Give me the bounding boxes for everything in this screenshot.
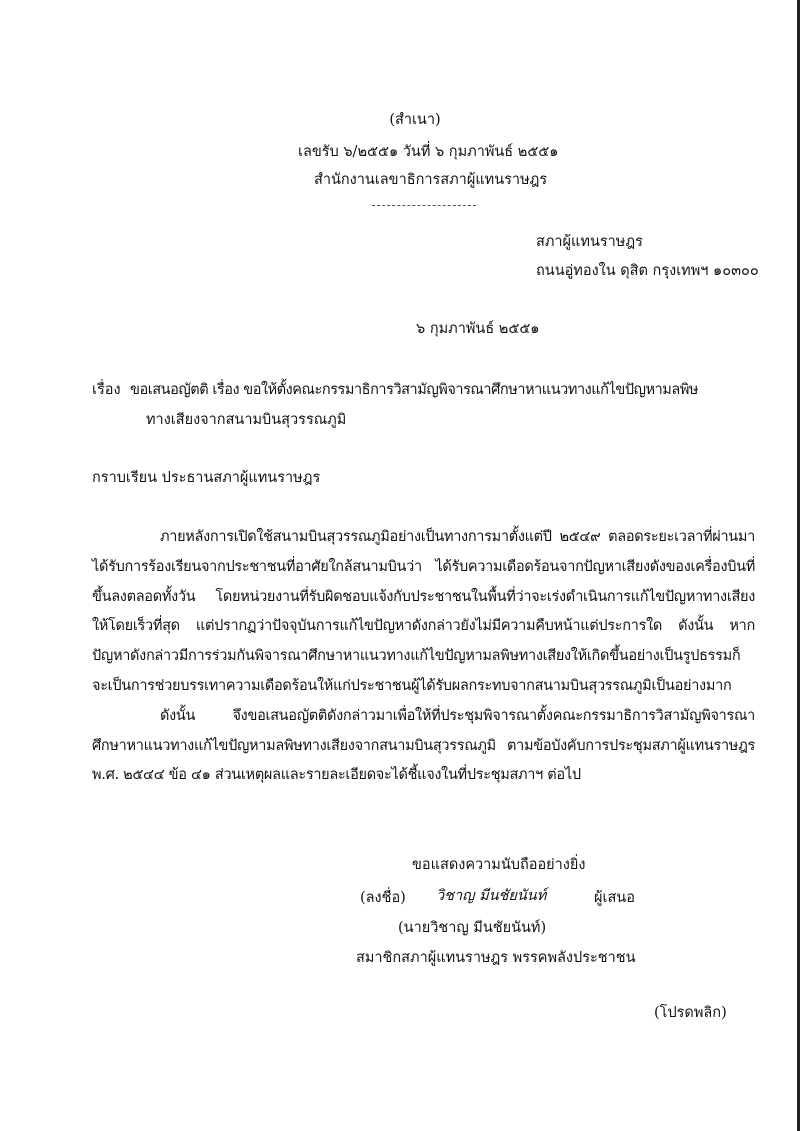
signed-label: (ลงชื่อ) <box>360 890 406 906</box>
turn-over-note: (โปรดพลิก) <box>654 1005 727 1021</box>
header-divider <box>372 205 476 206</box>
address-street: ถนนอู่ทองใน ดุสิต กรุงเทพฯ ๑๐๓๐๐ <box>536 263 759 279</box>
letter-date: ๖ กุมภาพันธ์ ๒๕๕๑ <box>416 321 540 337</box>
address-org: สภาผู้แทนราษฎร <box>536 234 643 250</box>
receipt-line: เลขรับ ๖/๒๕๕๑ วันที่ ๖ กุมภาพันธ์ ๒๕๕๑ <box>298 144 559 160</box>
body-paragraph-2: ดังนั้น จึงขอเสนอญัตติดังกล่าวมาเพื่อให้ที่ประชุมพิจารณาตั้งคณะกรรมาธิการวิสามัญพิจารณาศึกษาหาแนวทางแก้ไขปัญหามลพิษทางเสียงจากสนามบินสุวรรณภูมิ ตามข้อบังคับการประชุมสภาผู้แทนราษฎร พ.ศ. ๒๕๔๔ ข้อ ๔๑ ส่วนเหตุผลและรายละเอียดจะได้ชี้แจงในที่ประชุมสภาฯ ต่อไป <box>92 707 755 784</box>
salutation: กราบเรียน ประธานสภาผู้แทนราษฎร <box>92 470 321 486</box>
signature-name: วิชาญ มีนชัยนันท์ <box>436 888 547 904</box>
office-name: สำนักงานเลขาธิการสภาผู้แทนราษฎร <box>314 172 548 188</box>
closing-regards: ขอแสดงความนับถืออย่างยิ่ง <box>412 857 586 873</box>
signer-full-name: (นายวิชาญ มีนชัยนันท์) <box>398 920 547 936</box>
subject-line-1: ขอเสนอญัตติ เรื่อง ขอให้ตั้งคณะกรรมาธิการวิสามัญพิจารณาศึกษาหาแนวทางแก้ไขปัญหามลพิษ <box>130 382 699 398</box>
subject-label: เรื่อง <box>92 382 121 398</box>
letter-body <box>92 523 755 791</box>
signer-position: สมาชิกสภาผู้แทนราษฎร พรรคพลังประชาชน <box>356 950 636 966</box>
copy-label: (สำเนา) <box>389 112 441 128</box>
subject-line-2: ทางเสียงจากสนามบินสุวรรณภูมิ <box>146 412 347 428</box>
body-paragraph-1: ภายหลังการเปิดใช้สนามบินสุวรรณภูมิอย่างเป็นทางการมาตั้งแต่ปี ๒๕๔๙ ตลอดระยะเวลาที่ผ่านมา ได้รับการร้องเรียนจากประชาชนที่อาศัยใกล้สนามบินว่า ได้รับความเดือดร้อนจากปัญหาเสียงดังของเครื่องบินที่ขึ้นลงตลอดทั้งวัน โดยหน่วยงานที่รับผิดชอบแจ้งกับประชาชนในพื้นที่ว่าจะเร่งดำเนินการแก้ไขปัญหาทางเสียงให้โดยเร็วที่สุด แต่ปรากฏว่าปัจจุบันการแก้ไขปัญหาดังกล่าวยังไม่มีความคืบหน้าแต่ประการใด ดังนั้น หากปัญหาดังกล่าวมีการร่วมกันพิจารณาศึกษาหาแนวทางแก้ไขปัญหามลพิษทางเสียงให้เกิดขึ้นอย่างเป็นรูปธรรมก็จะเป็นการช่วยบรรเทาความเดือดร้อนให้แก่ประชาชนผู้ได้รับผลกระทบจากสนามบินสุวรรณภูมิเป็นอย่างมาก <box>92 529 755 694</box>
proposer-label: ผู้เสนอ <box>594 890 635 906</box>
